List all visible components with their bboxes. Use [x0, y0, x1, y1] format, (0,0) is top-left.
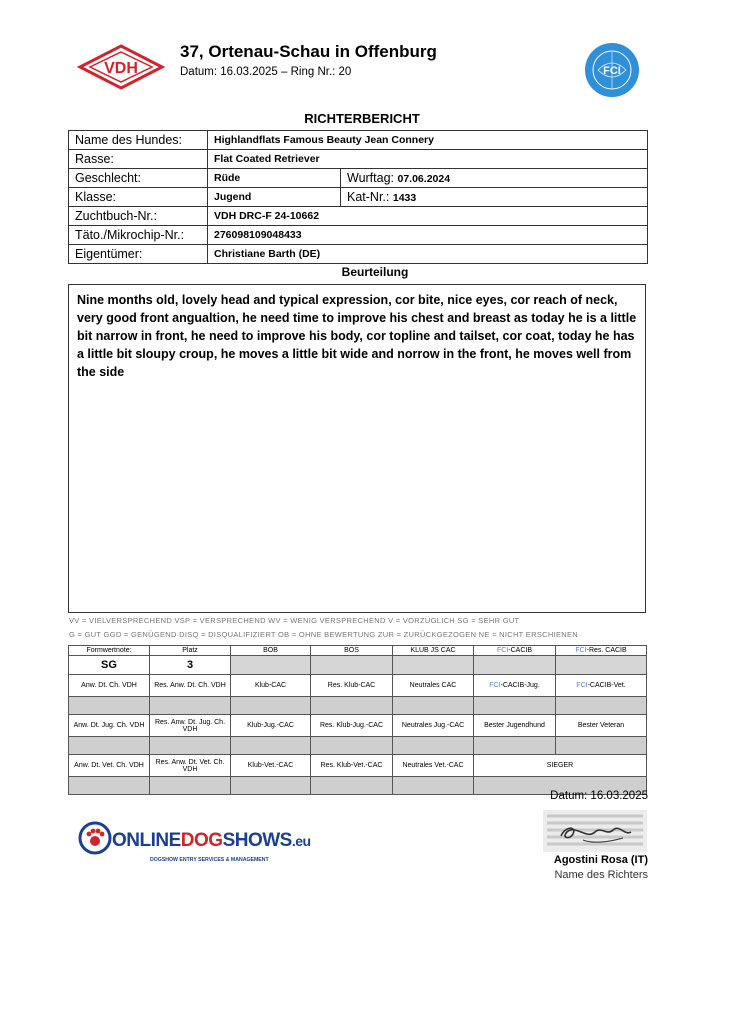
sex-value: Rüde: [208, 169, 341, 188]
neutrales-jug-cac: Neutrales Jug.-CAC: [393, 715, 474, 737]
dog-info-table: [68, 130, 648, 264]
legend-line-2: G = GUT GGD = GENÜGEND DISQ = DISQUALIFIZIERT OB = OHNE BEWERTUNG ZUR = ZURÜCKGEZOGEN NE = NICHT ERSCHIENEN: [69, 630, 578, 639]
owner-label: Eigentümer:: [69, 245, 208, 264]
form-grade: SG: [69, 656, 150, 675]
bob-cell: [231, 656, 311, 675]
chip-label: Täto./Mikrochip-Nr.:: [69, 226, 208, 245]
cacib-jug-label: -CACIB-Jug.: [500, 682, 540, 689]
cacib-jug: [474, 675, 556, 697]
svg-text:VDH: VDH: [104, 60, 138, 77]
fci-mark: FCI: [576, 682, 588, 689]
legend-line-1: VV = VIELVERSPRECHEND VSP = VERSPRECHEND WV = WENIG VERSPRECHEND V = VORZÜGLICH SG = SEHR GUT: [69, 616, 520, 625]
cat-value: 1433: [392, 192, 417, 204]
anw-dt-vet-ch: Anw. Dt. Vet. Ch. VDH: [69, 755, 150, 777]
vdh-logo: [78, 44, 164, 90]
header-klub-js-cac: KLUB JS CAC: [393, 646, 474, 656]
class-value: Jugend: [208, 188, 341, 207]
judge-signature: [543, 810, 647, 852]
cat-label: Kat-Nr.:: [347, 190, 390, 204]
breed-label: Rasse:: [69, 150, 208, 169]
breed-value: Flat Coated Retriever: [208, 150, 648, 169]
header-bos: BOS: [311, 646, 393, 656]
res-anw-dt-ch: Res. Anw. Dt. Ch. VDH: [150, 675, 231, 697]
sex-label: Geschlecht:: [69, 169, 208, 188]
cacib-vet: [556, 675, 647, 697]
bester-jugendhund: Bester Jugendhund: [474, 715, 556, 737]
fci-mark: FCI: [496, 647, 509, 654]
bester-veteran: Bester Veteran: [556, 715, 647, 737]
cacib-vet-label: -CACIB-Vet.: [587, 682, 626, 689]
judge-label: Name des Richters: [554, 869, 648, 881]
header-res-cacib-label: -Res. CACIB: [586, 647, 627, 654]
res-klub-vet-cac: Res. Klub-Vet.-CAC: [311, 755, 393, 777]
cacib-cell: [474, 656, 556, 675]
res-klub-jug-cac: Res. Klub-Jug.-CAC: [311, 715, 393, 737]
header-bob: BOB: [231, 646, 311, 656]
klub-vet-cac: Klub-Vet.-CAC: [231, 755, 311, 777]
res-anw-dt-vet-ch: Res. Anw. Dt. Vet. Ch. VDH: [150, 755, 231, 777]
grading-table: [68, 645, 647, 795]
dog-name: Highlandflats Famous Beauty Jean Connery: [208, 131, 648, 150]
report-date: Datum: 16.03.2025: [550, 790, 648, 802]
critique-text: Nine months old, lovely head and typical expression, cor bite, nice eyes, cor reach of neck, very good front angualtion, he need time to improve his chest and breast as today he is a little bit narrow in front, he need to improve his body, cor topline and tailset, cor coat, today he has a little bit sloupy croup, he moves a little bit wide and norrow in the front, he moves well from the side: [68, 284, 646, 613]
res-klub-cac: Res. Klub-CAC: [311, 675, 393, 697]
class-label: Klasse:: [69, 188, 208, 207]
chip-value: 276098109048433: [208, 226, 648, 245]
bos-cell: [311, 656, 393, 675]
studbook-label: Zuchtbuch-Nr.:: [69, 207, 208, 226]
report-title: RICHTERBERICHT: [304, 111, 420, 126]
birth-label: Wurftag:: [347, 171, 395, 185]
neutrales-cac: Neutrales CAC: [393, 675, 474, 697]
owner-value: Christiane Barth (DE): [208, 245, 648, 264]
res-anw-dt-jug-ch: Res. Anw. Dt. Jug. Ch. VDH: [150, 715, 231, 737]
assessment-title: Beurteilung: [341, 265, 409, 279]
fci-mark: FCI: [575, 647, 587, 654]
anw-dt-ch: Anw. Dt. Ch. VDH: [69, 675, 150, 697]
judge-name: Agostini Rosa (IT): [553, 854, 648, 866]
placement: 3: [150, 656, 231, 675]
fci-logo: [584, 42, 640, 98]
klub-cac: Klub-CAC: [231, 675, 311, 697]
svg-text:DOGSHOW ENTRY SERVICES & MANAG: DOGSHOW ENTRY SERVICES & MANAGEMENT: [150, 857, 269, 863]
studbook-value: VDH DRC-F 24-10662: [208, 207, 648, 226]
neutrales-vet-cac: Neutrales Vet.-CAC: [393, 755, 474, 777]
show-title: 37, Ortenau-Schau in Offenburg: [180, 42, 437, 61]
header-form: Formwertnote:: [69, 646, 150, 656]
svg-text:ONLINEDOGSHOWS.eu: ONLINEDOGSHOWS.eu: [112, 830, 311, 851]
header-res-cacib: [556, 646, 647, 656]
show-subtitle: Datum: 16.03.2025 – Ring Nr.: 20: [180, 66, 352, 78]
svg-text:FCI: FCI: [603, 65, 621, 77]
res-cacib-cell: [556, 656, 647, 675]
birth-date: [341, 169, 648, 188]
header-cacib-label: -CACIB: [508, 647, 532, 654]
catalog-number: [341, 188, 648, 207]
klub-jug-cac: Klub-Jug.-CAC: [231, 715, 311, 737]
header-cacib: [474, 646, 556, 656]
header-place: Platz: [150, 646, 231, 656]
sieger: SIEGER: [474, 755, 647, 777]
anw-dt-jug-ch: Anw. Dt. Jug. Ch. VDH: [69, 715, 150, 737]
fci-mark: FCI: [489, 682, 501, 689]
onlinedogshows-logo: [78, 818, 311, 868]
klub-js-cac-cell: [393, 656, 474, 675]
name-label: Name des Hundes:: [69, 131, 208, 150]
birth-value: 07.06.2024: [397, 173, 451, 185]
